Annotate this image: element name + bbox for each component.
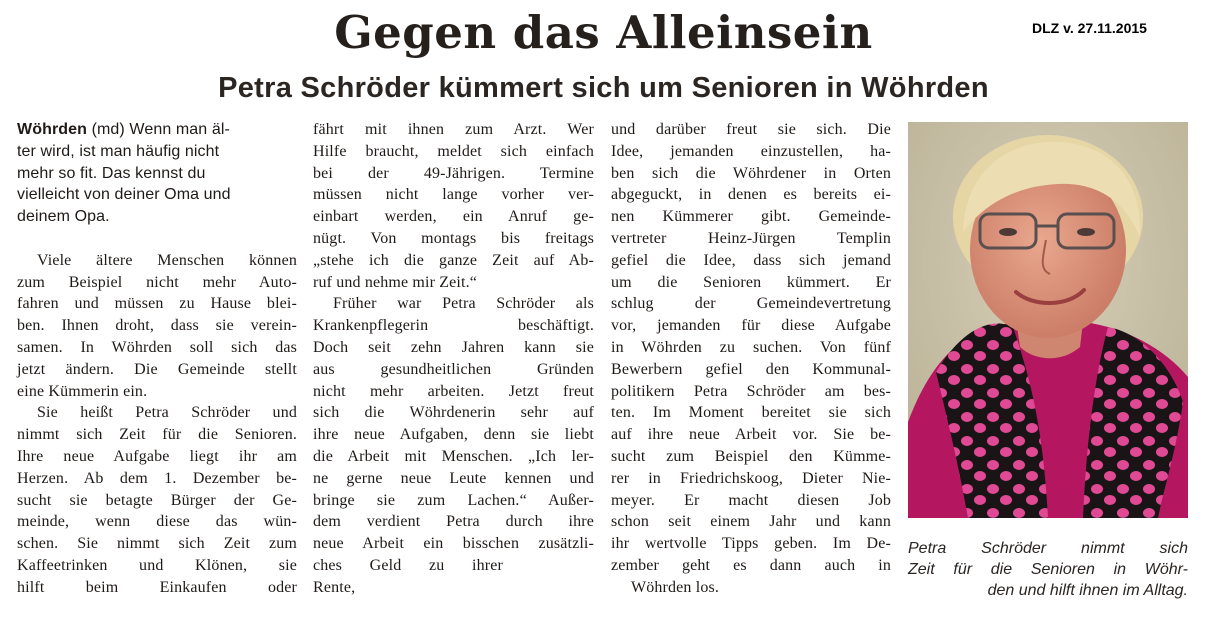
text-line: eine Kümmerin ein.	[17, 382, 148, 400]
text-line: nimmt sich Zeit für die Senioren.	[17, 426, 297, 444]
text-line: „stehe ich die ganze Zeit auf Ab-	[313, 251, 594, 269]
text-line: politikern Petra Schröder am bes-	[611, 382, 891, 400]
text-line: dem verdient Petra durch ihre	[313, 513, 594, 531]
text-line: einbart werden, ein Anruf ge-	[313, 208, 594, 226]
text-line: Doch seit zehn Jahren kann sie	[313, 338, 594, 356]
text-line: Hilfe braucht, meldet sich einfach	[313, 142, 594, 160]
headline: Gegen das Alleinsein	[334, 6, 873, 59]
text-line: Wöhrden los.	[631, 578, 720, 596]
text-line: in Wöhrden zu suchen. Von fünf	[611, 338, 891, 356]
intro-line	[17, 119, 297, 141]
text-line: vertreter Heinz-Jürgen Templin	[611, 229, 891, 247]
subheadline: Petra Schröder kümmert sich um Senioren in Wöhrden	[218, 72, 989, 104]
intro-line-rest: (md) Wenn man äl-	[87, 121, 230, 138]
body-text	[17, 250, 297, 599]
text-line: ben. Ihnen droht, dass sie verein-	[17, 317, 297, 335]
text-line: müssen nicht lange vorher ver-	[313, 186, 594, 204]
text-line: um die Senioren kümmert. Er	[611, 273, 891, 291]
article-column-1	[17, 119, 297, 599]
text-line: schon seit einem Jahr und kann	[611, 513, 891, 531]
intro-paragraph	[17, 119, 297, 228]
paragraph-gap	[17, 228, 297, 250]
text-line: vor, jemanden für diese Aufgabe	[611, 317, 891, 335]
caption-line: den und hilft ihnen im Alltag.	[987, 582, 1188, 599]
text-line: samen. In Wöhrden soll sich das	[17, 338, 297, 356]
text-line: Bewerbern gefiel den Kommunal-	[611, 360, 891, 378]
text-line: ruf und nehme mir Zeit.“	[313, 273, 477, 291]
intro-line: mehr so fit. Das kennst du	[17, 164, 206, 182]
text-line: ten. Im Moment bereitet sie sich	[611, 404, 891, 422]
text-line: schlug der Gemeindevertretung	[611, 295, 891, 313]
text-line: nen Kümmerer gibt. Gemeinde-	[611, 208, 891, 226]
text-line: Herzen. Ab dem 1. Dezember be-	[17, 469, 297, 487]
text-line: schen. Sie nimmt sich Zeit zum	[17, 535, 297, 553]
text-line: bringe sie zum Lachen.“ Außer-	[313, 491, 594, 509]
article-column-3	[611, 119, 891, 599]
text-line: gefiel die Idee, dass sich jemand	[611, 251, 891, 269]
text-line: ihre neue Aufgaben, denn sie liebt	[313, 426, 594, 444]
text-line: ne gerne neue Leute kennen und	[313, 469, 594, 487]
text-line: rer in Friedrichskoog, Dieter Nie-	[611, 469, 891, 487]
text-line: meyer. Er macht diesen Job	[611, 491, 891, 509]
text-line: Krankenpflegerin beschäftigt.	[313, 317, 594, 335]
intro-line: vielleicht von deiner Oma und	[17, 186, 231, 204]
text-line: Idee, jemanden einzustellen, ha-	[611, 142, 891, 160]
text-line: auf ihre neue Arbeit vor. Sie be-	[611, 426, 891, 444]
text-line: neue Arbeit ein bisschen zusätzli-	[313, 535, 594, 553]
text-line: Kaffeetrinken und Klönen, sie	[17, 556, 297, 574]
text-line: zember geht es dann auch in	[611, 556, 891, 574]
text-line: bei der 49-Jährigen. Termine	[313, 164, 594, 182]
text-line: nügt. Von montags bis freitags	[313, 229, 594, 247]
caption-line: Zeit für die Senioren in Wöhr-	[908, 561, 1188, 578]
text-line: sucht sie betagte Bürger der Ge-	[17, 491, 297, 509]
text-line: ihr wertvolle Tipps geben. Im De-	[611, 535, 891, 553]
text-line: Viele ältere Menschen können	[37, 251, 297, 269]
portrait-photo	[908, 122, 1188, 518]
text-line: Ihre neue Aufgabe liegt ihr am	[17, 447, 297, 465]
text-line: nicht mehr arbeiten. Jetzt freut	[313, 382, 594, 400]
caption-line: Petra Schröder nimmt sich	[908, 540, 1188, 557]
text-line: fährt mit ihnen zum Arzt. Wer	[313, 121, 594, 138]
photo-caption	[908, 538, 1188, 601]
text-line: zum Beispiel nicht mehr Auto-	[17, 273, 297, 291]
source-date-label: DLZ v. 27.11.2015	[1032, 20, 1147, 36]
text-line: ben sich die Wöhrdener in Orten	[611, 164, 891, 182]
text-line: meinde, wenn diese das wün-	[17, 513, 297, 531]
text-line: ches Geld zu ihrer	[313, 556, 503, 574]
text-line: sucht zum Beispiel den Kümme-	[611, 447, 891, 465]
text-line: Sie heißt Petra Schröder und	[37, 404, 297, 422]
text-line: die Arbeit mit Menschen. „Ich ler-	[313, 447, 594, 465]
text-line: fahren und müssen zu Hause blei-	[17, 295, 297, 313]
text-line: und darüber freut sie sich. Die	[611, 121, 891, 138]
intro-line: ter wird, ist man häufig nicht	[17, 142, 220, 160]
placename: Wöhrden	[17, 121, 88, 138]
text-line: sich die Wöhrdenerin sehr auf	[313, 404, 594, 422]
text-line: Früher war Petra Schröder als	[333, 295, 594, 313]
intro-line: deinem Opa.	[17, 208, 110, 226]
text-line: abgeguckt, in denen es bereits ei-	[611, 186, 891, 204]
article-column-2	[313, 119, 594, 599]
text-line: Rente,	[313, 578, 356, 596]
text-line: hilft beim Einkaufen oder	[17, 578, 297, 596]
text-line: jetzt ändern. Die Gemeinde stellt	[17, 360, 297, 378]
text-line: aus gesundheitlichen Gründen	[313, 360, 594, 378]
